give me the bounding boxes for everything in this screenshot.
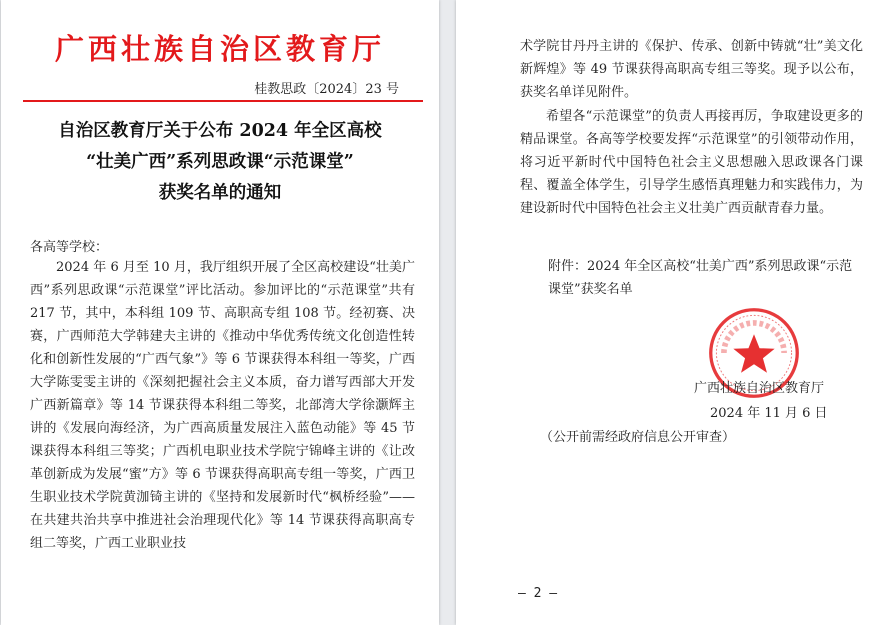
page-number: — 2 — <box>518 586 558 601</box>
red-divider-line <box>23 100 423 102</box>
title-line-1: 自治区教育厅关于公布 2024 年全区高校 <box>58 121 382 141</box>
issuer-header: 广西壮族自治区教育厅 <box>54 32 385 66</box>
document-page-left <box>1 0 439 625</box>
attachment-label: 附件： <box>548 259 588 274</box>
disclosure-note: （公开前需经政府信息公开审查） <box>540 430 736 445</box>
salutation: 各高等学校： <box>30 240 109 255</box>
attachment-text: 2024 年全区高校“壮美广西”系列思政课“示范课堂”获奖名单 <box>548 259 853 297</box>
document-number: 桂教思政〔2024〕23 号 <box>254 82 399 97</box>
body-paragraph-2: 希望各“示范课堂”的负责人再接再厉，争取建设更多的精品课堂。各高等学校要发挥“示范课堂”的引领带动作用，将习近平新时代中国特色社会主义思想融入思政课各门课程、覆盖全体学生，引导学生感悟真理魅力和实践伟力，为建设新时代中国特色社会主义壮美广西贡献青春力量。 <box>520 109 863 216</box>
attachment-note <box>548 255 863 301</box>
signature-date: 2024 年 11 月 6 日 <box>710 406 828 421</box>
document-page-right <box>456 0 886 625</box>
document-title <box>1 116 439 209</box>
signature-organization: 广西壮族自治区教育厅 <box>694 381 825 396</box>
body-paragraph-continued: 术学院甘丹丹主讲的《保护、传承、创新中铸就“壮”美文化新辉煌》等 49 节课获得高职高专组三等奖。现予以公布，获奖名单详见附件。 <box>520 39 863 100</box>
body-paragraph-1: 2024 年 6 月至 10 月，我厅组织开展了全区高校建设“壮美广西”系列思政课“示范课堂”评比活动。参加评比的“示范课堂”共有 217 节，其中，本科组 109 节、高职高专组 108 节。经初赛、决赛，广西师范大学韩建夫主讲的《推动中华优秀传统文化创造性转化和创新性发展的“广西气象”》等 6 节课获得本科组一等奖，广西大学陈雯雯主讲的《深刻把握社会主义本质，奋力谱写西部大开发广西新篇章》等 14 节课获得本科组二等奖，北部湾大学徐灏辉主讲的《发展向海经济，为广西高质量发展注入蓝色动能》等 45 节课获得本科组三等奖；广西机电职业技术学院宁锦峰主讲的《让改革创新成为发展“蜜”方》等 6 节课获得高职高专组一等奖，广西卫生职业技术学院黄泇锜主讲的《坚持和发展新时代“枫桥经验”——在共建共治共享中推进社会治理现代化》等 14 节课获得高职高专组二等奖，广西工业职业技 <box>30 260 415 551</box>
title-line-3: 获奖名单的通知 <box>158 183 282 203</box>
title-line-2: “壮美广西”系列思政课“示范课堂” <box>86 152 354 172</box>
